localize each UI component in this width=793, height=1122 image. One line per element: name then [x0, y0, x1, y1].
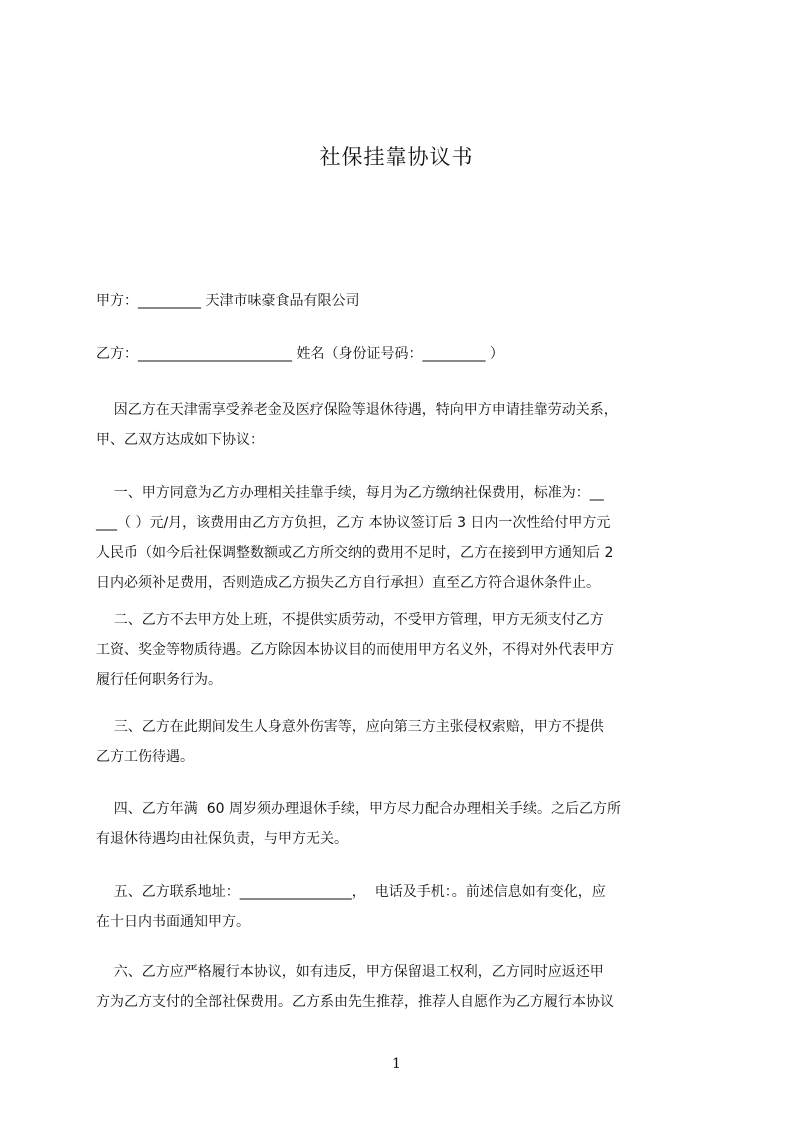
clause-6: [96, 957, 706, 1017]
clause-line: 方为乙方支付的全部社保费用。乙方系由先生推荐，推荐人自愿作为乙方履行本协议: [96, 994, 614, 1010]
clause-3: [96, 712, 706, 772]
clause-line: 工资、奖金等物质待遇。乙方除因本协议目的而使用甲方名义外，不得对外代表甲方: [96, 642, 614, 658]
page-number: 1: [392, 1056, 401, 1072]
clause-5: [96, 877, 706, 937]
document-title: 社保挂靠协议书: [319, 145, 474, 169]
clause-line: 履行任何职务行为。: [96, 672, 222, 688]
clause-line: 在十日内书面通知甲方。: [96, 914, 250, 930]
clause-1: [96, 478, 706, 598]
clause-line: 三、乙方在此期间发生人身意外伤害等，应向第三方主张侵权索赔，甲方不提供: [96, 719, 604, 735]
clause-line: ___（ ）元/月，该费用由乙方方负担，乙方 本协议签订后 3 日内一次性给付甲方元: [96, 515, 611, 531]
clause-line: 五、乙方联系地址：________________， 电话及手机：。前述信息如有变化，应: [96, 884, 606, 900]
preamble-paragraph: [96, 395, 706, 455]
clause-line: 四、乙方年满 60 周岁须办理退休手续，甲方尽力配合办理相关手续。之后乙方所: [96, 801, 621, 817]
preamble-line: 因乙方在天津需享受养老金及医疗保险等退休待遇，特向甲方申请挂靠劳动关系，: [96, 402, 618, 418]
clause-2: [96, 605, 706, 695]
clause-line: 人民币（如今后社保调整数额或乙方所交纳的费用不足时，乙方在接到甲方通知后 2: [96, 545, 614, 561]
party-b-line: 乙方：______________________ 姓名（身份证号码：_________ ）: [96, 346, 504, 362]
clause-line: 二、乙方不去甲方处上班，不提供实质劳动，不受甲方管理，甲方无须支付乙方: [96, 612, 604, 628]
party-a-line: 甲方：_________ 天津市味豪食品有限公司: [96, 293, 360, 309]
clause-line: 有退休待遇均由社保负责，与甲方无关。: [96, 831, 348, 847]
clause-line: 六、乙方应严格履行本协议，如有违反，甲方保留退工权利，乙方同时应返还甲: [96, 964, 604, 980]
clause-line: 日内必须补足费用，否则造成乙方损失乙方自行承担）直至乙方符合退休条件止。: [96, 575, 600, 591]
preamble-line: 甲、乙双方达成如下协议：: [96, 432, 264, 448]
clause-line: 乙方工伤待遇。: [96, 749, 194, 765]
clause-line: 一、甲方同意为乙方办理相关挂靠手续，每月为乙方缴纳社保费用，标准为：__: [96, 485, 604, 501]
clause-4: [96, 794, 706, 854]
